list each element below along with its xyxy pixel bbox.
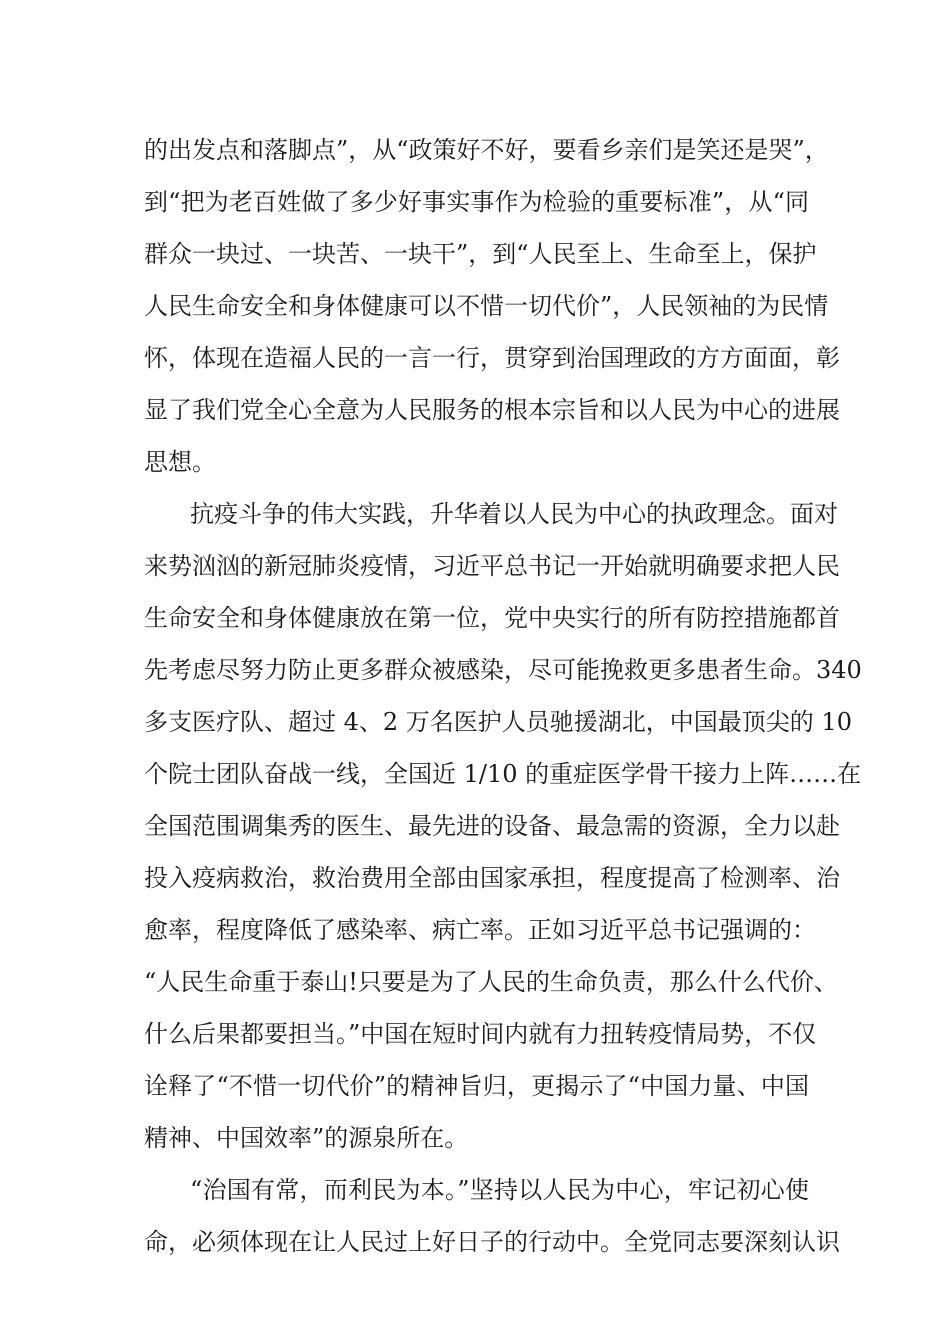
text-line: 投入疫病救治，救治费用全部由国家承担，程度提高了检测率、治: [144, 864, 840, 892]
paragraph-first-line: 抗疫斗争的伟大实践，升华着以人民为中心的执政理念。面对: [190, 500, 838, 528]
text-line: 诠释了“不惜一切代价”的精神旨归，更揭示了“中国力量、中国: [144, 1072, 809, 1100]
text-line: 生命安全和身体健康放在第一位，党中央实行的所有防控措施都首: [144, 604, 840, 632]
paragraph-first-line: “治国有常，而利民为本。”坚持以人民为中心，牢记初心使: [190, 1176, 809, 1204]
text-line: 愈率，程度降低了感染率、病亡率。正如习近平总书记强调的：: [144, 916, 816, 944]
text-line: 来势汹汹的新冠肺炎疫情，习近平总书记一开始就明确要求把人民: [144, 552, 840, 580]
text-line: “人民生命重于泰山!只要是为了人民的生命负责，那么什么代价、: [144, 968, 838, 996]
text-line: 多支医疗队、超过 4、2 万名医护人员驰援湖北，中国最顶尖的 10: [144, 708, 852, 736]
text-line: 先考虑尽努力防止更多群众被感染，尽可能挽救更多患者生命。340: [144, 656, 862, 684]
text-line: 怀，体现在造福人民的一言一行，贯穿到治国理政的方方面面，彰: [144, 344, 840, 372]
text-line: 思想。: [144, 448, 216, 476]
text-line: 到“把为老百姓做了多少好事实事作为检验的重要标准”，从“同: [144, 188, 809, 216]
text-line: 人民生命安全和身体健康可以不惜一切代价”，人民领袖的为民情: [144, 292, 829, 320]
text-line: 群众一块过、一块苦、一块干”，到“人民至上、生命至上，保护: [144, 240, 817, 268]
text-line: 命，必须体现在让人民过上好日子的行动中。全党同志要深刻认识: [144, 1228, 840, 1256]
text-line: 个院士团队奋战一线，全国近 1/10 的重症医学骨干接力上阵……在: [144, 760, 862, 788]
text-line: 精神、中国效率”的源泉所在。: [144, 1124, 469, 1152]
text-line: 的出发点和落脚点”，从“政策好不好，要看乡亲们是笑还是哭”，: [144, 136, 829, 164]
text-line: 显了我们党全心全意为人民服务的根本宗旨和以人民为中心的进展: [144, 396, 840, 424]
text-line: 全国范围调集秀的医生、最先进的设备、最急需的资源，全力以赴: [144, 812, 840, 840]
text-line: 什么后果都要担当。”中国在短时间内就有力扭转疫情局势，不仅: [144, 1020, 817, 1048]
